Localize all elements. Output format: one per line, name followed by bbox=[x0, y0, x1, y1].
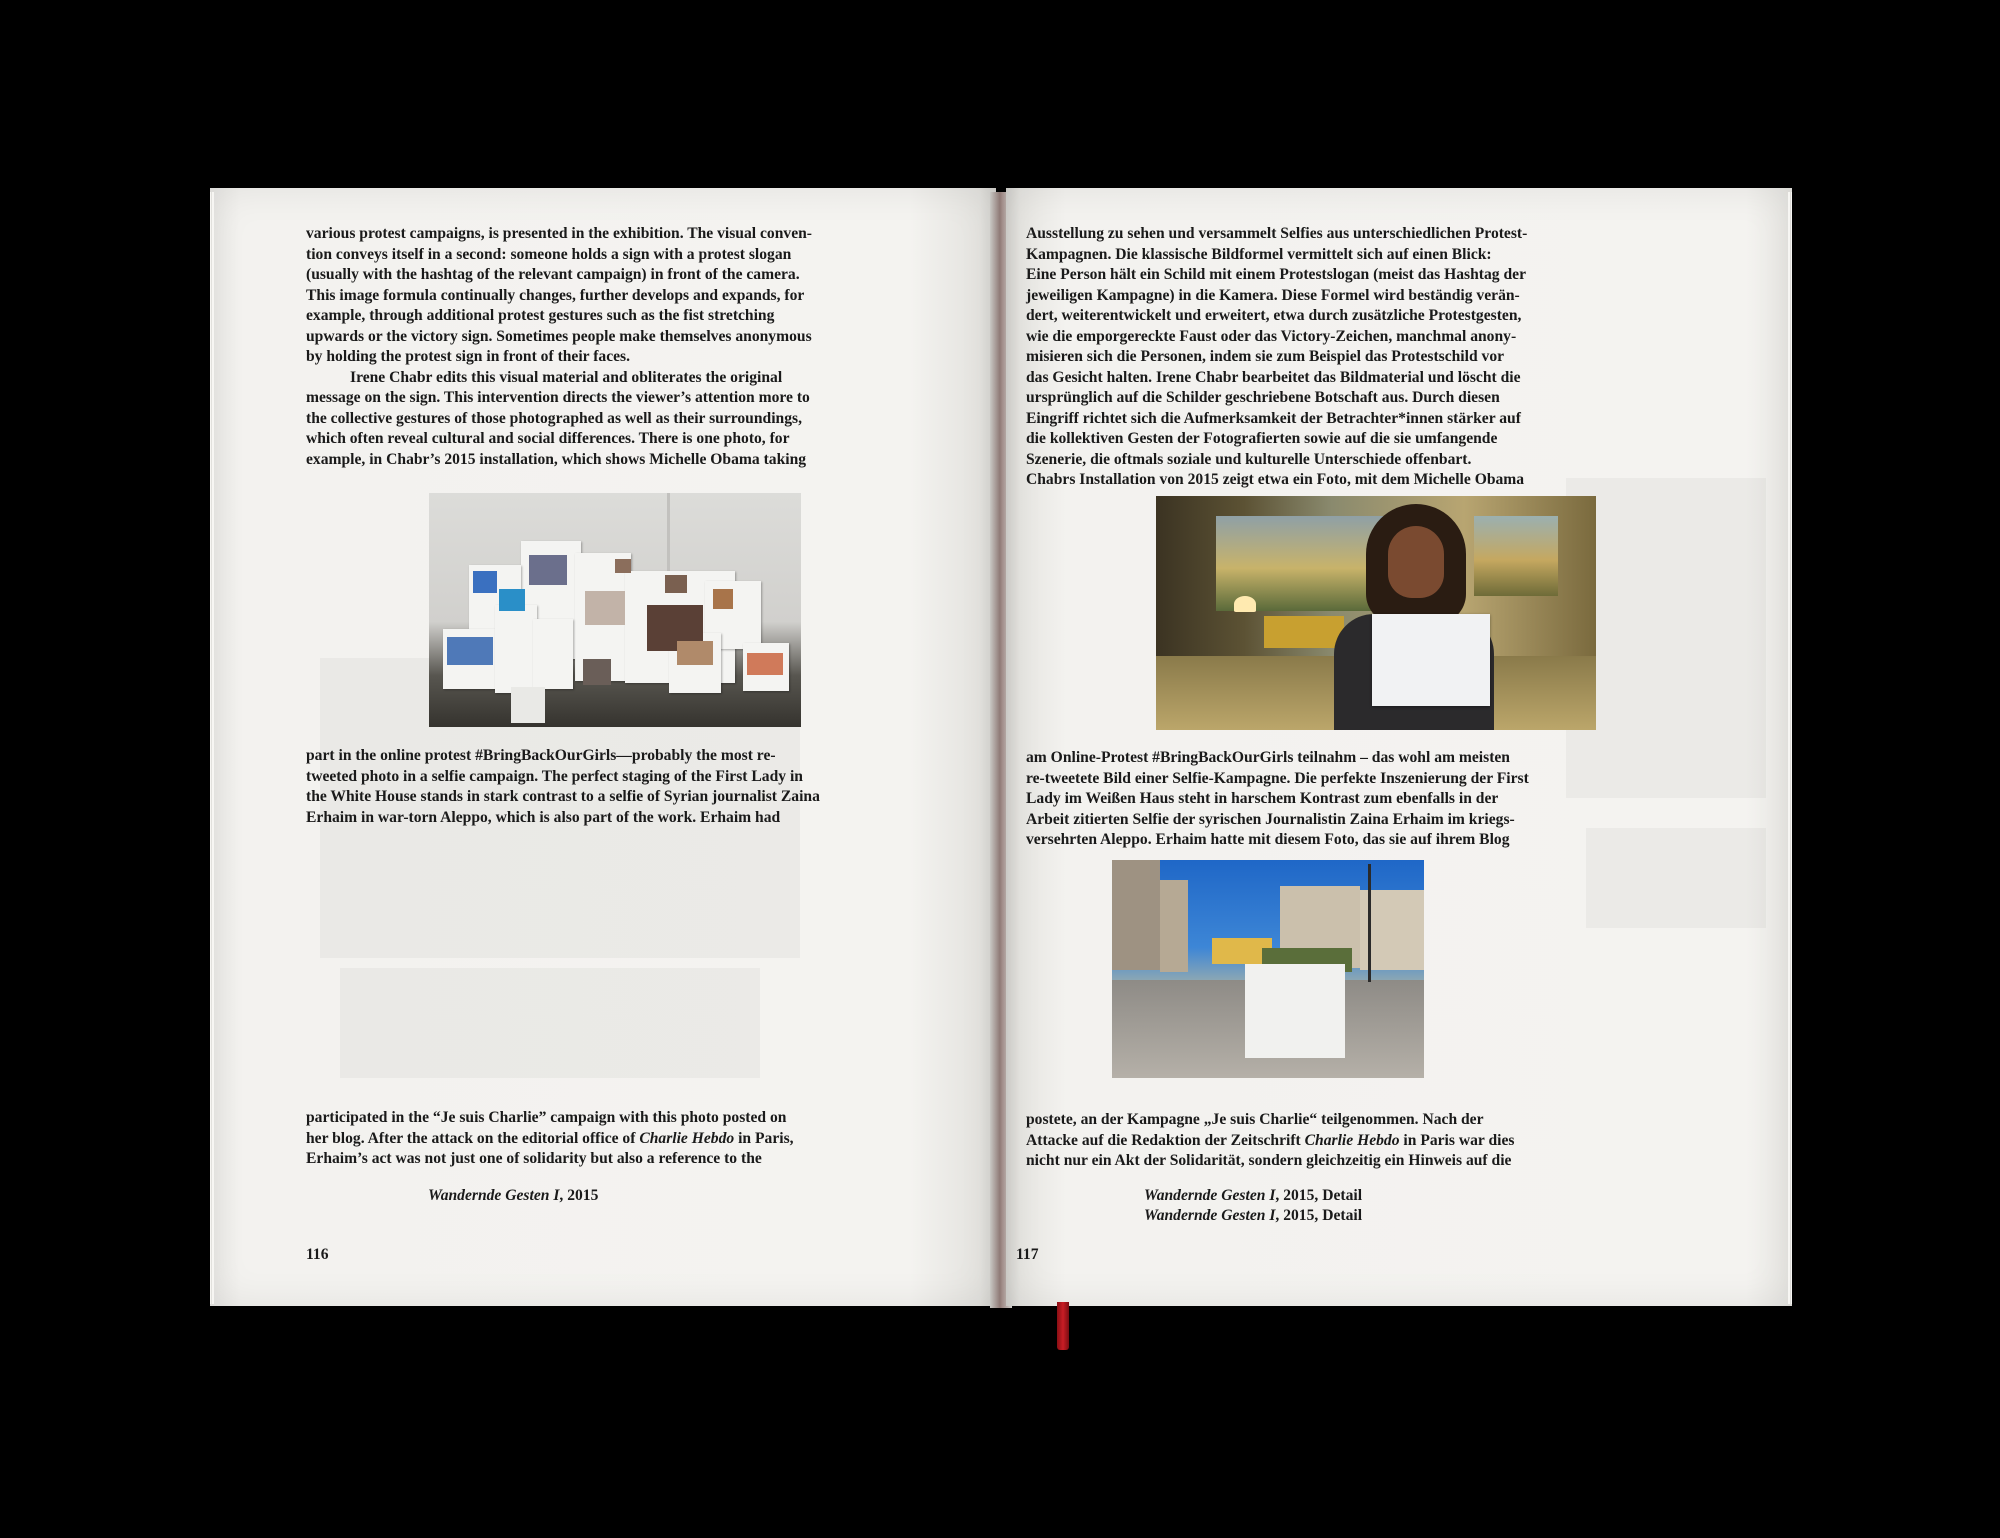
street-photo bbox=[1112, 860, 1424, 1078]
left-caption: Wandernde Gesten I, 2015 bbox=[428, 1187, 599, 1204]
portrait-photo bbox=[1156, 496, 1596, 730]
text-line: Kampagnen. Die klassische Bildformel vermittelt sich auf einen Blick: bbox=[1026, 245, 1492, 263]
text-line: versehrten Aleppo. Erhaim hatte mit diesem Foto, das sie auf ihrem Blog bbox=[1026, 831, 1510, 848]
text-line: Eingriff richtet sich die Aufmerksamkeit der Betrachter*innen stärker auf bbox=[1026, 409, 1521, 427]
text-line: the collective gestures of those photographed as well as their surroundings, bbox=[306, 409, 802, 427]
text-line: wie die emporgereckte Faust oder das Victory-Zeichen, manchmal anony- bbox=[1026, 327, 1517, 345]
text-line: Lady im Weißen Haus steht in harschem Kontrast zum ebenfalls in der bbox=[1026, 790, 1499, 807]
right-page bbox=[1006, 188, 1792, 1306]
text-line: various protest campaigns, is presented in the exhibition. The visual conven- bbox=[306, 225, 812, 242]
text-line: das Gesicht halten. Irene Chabr bearbeitet das Bildmaterial und löscht die bbox=[1026, 368, 1521, 386]
text-line: postete, an der Kampagne „Je suis Charlie“ teilgenommen. Nach der bbox=[1026, 1111, 1484, 1128]
left-body-text-3 bbox=[306, 1108, 914, 1170]
text-line: upwards or the victory sign. Sometimes people make themselves anonymous bbox=[306, 327, 812, 345]
text-line: message on the sign. This intervention directs the viewer’s attention more to bbox=[306, 389, 810, 406]
text-line: example, in Chabr’s 2015 installation, which shows Michelle Obama taking bbox=[306, 450, 807, 468]
text-line: Ausstellung zu sehen und versammelt Selfies aus unterschiedlichen Protest- bbox=[1026, 225, 1528, 242]
text-line: jeweiligen Kampagne) in die Kamera. Diese Formel wird beständig verän- bbox=[1026, 286, 1520, 304]
text-line: am Online-Protest #BringBackOurGirls teilnahm – das wohl am meisten bbox=[1026, 749, 1510, 766]
text-line: re-tweetete Bild einer Selfie-Kampagne. Die perfekte Inszenierung der First bbox=[1026, 769, 1529, 787]
text-line: Irene Chabr edits this visual material and obliterates the original bbox=[350, 368, 783, 386]
page-edges-left bbox=[210, 192, 214, 1304]
text-line: (usually with the hashtag of the relevant campaign) in front of the camera. bbox=[306, 266, 800, 283]
right-body-text-3 bbox=[1026, 1110, 1666, 1172]
text-line: her blog. After the attack on the editorial office of Charlie Hebdo in Paris, bbox=[306, 1129, 794, 1147]
text-line: tion conveys itself in a second: someone holds a sign with a protest slogan bbox=[306, 245, 792, 263]
left-body-text-1 bbox=[306, 224, 914, 470]
right-caption-1: Wandernde Gesten I, 2015, Detail bbox=[1144, 1187, 1363, 1204]
text-line: Attacke auf die Redaktion der Zeitschrift Charlie Hebdo in Paris war dies bbox=[1026, 1131, 1515, 1149]
text-line: Chabrs Installation von 2015 zeigt etwa ein Foto, mit dem Michelle Obama bbox=[1026, 471, 1525, 488]
text-line: Arbeit zitierten Selfie der syrischen Journalistin Zaina Erhaim im kriegs- bbox=[1026, 810, 1515, 828]
left-body-text-2 bbox=[306, 746, 914, 828]
installation-photo bbox=[429, 493, 801, 727]
text-line: ursprünglich auf die Schilder geschriebene Botschaft aus. Durch diesen bbox=[1026, 389, 1500, 406]
text-line: Erhaim in war-torn Aleppo, which is also part of the work. Erhaim had bbox=[306, 808, 781, 826]
text-line: tweeted photo in a selfie campaign. The perfect staging of the First Lady in bbox=[306, 767, 803, 785]
page-edges-right bbox=[1788, 192, 1792, 1304]
text-line: which often reveal cultural and social differences. There is one photo, for bbox=[306, 430, 790, 447]
left-page bbox=[210, 188, 996, 1306]
text-line: by holding the protest sign in front of their faces. bbox=[306, 348, 631, 365]
right-body-text-2 bbox=[1026, 748, 1666, 851]
right-body-text-1 bbox=[1026, 224, 1666, 491]
text-line: dert, weiterentwickelt und erweitert, etwa durch zusätzliche Protestgesten, bbox=[1026, 307, 1522, 324]
text-line: example, through additional protest gestures such as the fist stretching bbox=[306, 307, 775, 324]
page-number-left: 116 bbox=[306, 1246, 329, 1263]
text-line: part in the online protest #BringBackOurGirls—probably the most re- bbox=[306, 747, 776, 764]
text-line: nicht nur ein Akt der Solidarität, sondern gleichzeitig ein Hinweis auf die bbox=[1026, 1152, 1512, 1169]
ribbon-bookmark bbox=[1057, 1302, 1069, 1350]
page-number-right: 117 bbox=[1016, 1246, 1039, 1263]
show-through-block bbox=[340, 968, 760, 1078]
text-line: misieren sich die Personen, indem sie zum Beispiel das Protestschild vor bbox=[1026, 348, 1505, 365]
text-line: the White House stands in stark contrast to a selfie of Syrian journalist Zaina bbox=[306, 788, 820, 805]
text-line: participated in the “Je suis Charlie” campaign with this photo posted on bbox=[306, 1109, 787, 1126]
text-line: This image formula continually changes, further develops and expands, for bbox=[306, 286, 805, 304]
text-line: die kollektiven Gesten der Fotografierten sowie auf die sie umfangende bbox=[1026, 430, 1498, 447]
text-line: Szenerie, die oftmals soziale und kulturelle Unterschiede offenbart. bbox=[1026, 450, 1472, 468]
open-book bbox=[210, 188, 1792, 1306]
text-line: Erhaim’s act was not just one of solidarity but also a reference to the bbox=[306, 1150, 762, 1167]
text-line: Eine Person hält ein Schild mit einem Protestslogan (meist das Hashtag der bbox=[1026, 266, 1526, 283]
right-caption-2: Wandernde Gesten I, 2015, Detail bbox=[1144, 1207, 1363, 1224]
